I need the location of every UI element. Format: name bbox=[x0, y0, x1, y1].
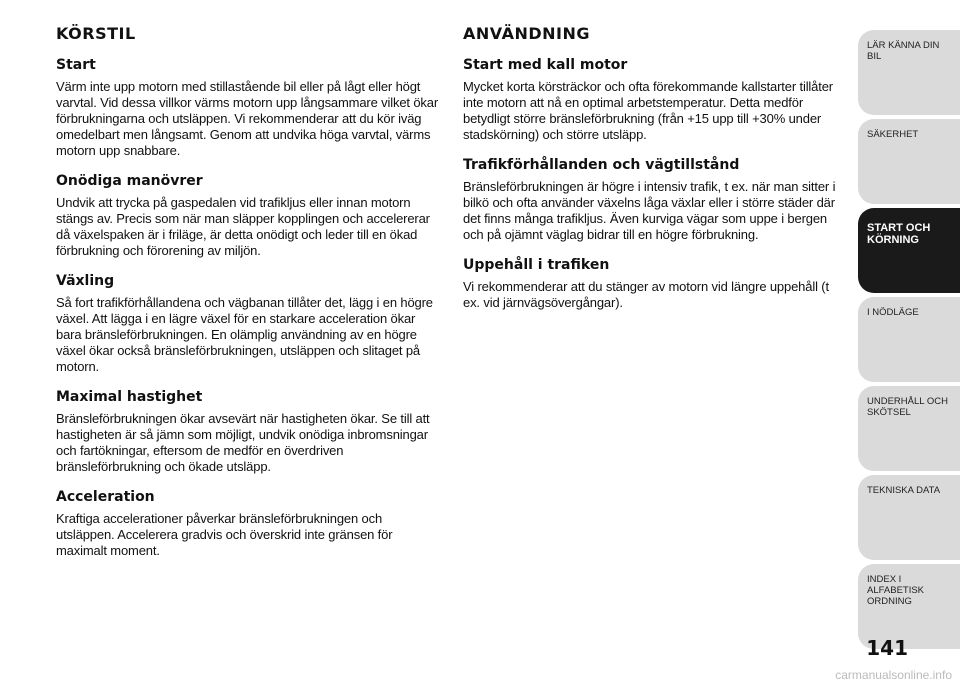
paragraph-maximal-hastighet: Bränsleförbrukningen ökar avsevärt när hastigheten ökar. Se till att hastigheten är så jämn som möjligt, undvik onödiga inbromsningar och fartökningar, eftersom de medför en överdriven bränsleförbrukning och ökade utsläpp. bbox=[56, 411, 430, 474]
left-column bbox=[56, 20, 440, 573]
heading-vaxling: Växling bbox=[56, 273, 115, 289]
paragraph-acceleration: Kraftiga accelerationer påverkar bränsleförbrukningen och utsläppen. Accelerera gradvis och överskrid inte gränsen för maximalt moment. bbox=[56, 511, 393, 558]
paragraph-vaxling: Så fort trafikförhållandena och vägbanan tillåter det, lägg i en högre växel. Att lägga i en lägre växel för en starkare acceleration ökar bara bränsleförbrukningen. En olämplig användning av en högre växel ökar också bränsleförbrukningen, utsläppen och slitaget på motorn. bbox=[56, 295, 433, 374]
heading-uppehall: Uppehåll i trafiken bbox=[463, 257, 610, 273]
paragraph-trafikforhallanden: Bränsleförbrukningen är högre i intensiv trafik, t ex. när man sitter i bilkö och ofta använder växelns låga växlar eller i större städer där det finns många trafikljus. Även kurviga vägar som uppe i bergen och på ojämnt väglag bidrar till en högre förbrukning. bbox=[463, 179, 836, 242]
heading-acceleration: Acceleration bbox=[56, 489, 155, 505]
tab-sakerhet[interactable]: SÄKERHET bbox=[858, 119, 960, 204]
block-start-kall-motor bbox=[463, 57, 848, 143]
heading-start-kall-motor: Start med kall motor bbox=[463, 57, 628, 73]
tab-tekniska-data[interactable]: TEKNISKA DATA bbox=[858, 475, 960, 560]
tab-i-nodlage[interactable]: I NÖDLÄGE bbox=[858, 297, 960, 382]
right-column bbox=[463, 20, 848, 325]
watermark-text: carmanualsonline.info bbox=[835, 668, 952, 682]
heading-start: Start bbox=[56, 57, 96, 73]
heading-maximal-hastighet: Maximal hastighet bbox=[56, 389, 203, 405]
tab-start-och-korning[interactable]: START OCH KÖRNING bbox=[858, 208, 960, 293]
tab-lar-kanna-din-bil[interactable]: LÄR KÄNNA DIN BIL bbox=[858, 30, 960, 115]
paragraph-uppehall: Vi rekommenderar att du stänger av motorn vid längre uppehåll (t ex. vid järnvägsövergångar). bbox=[463, 279, 829, 310]
tab-underhall-och-skotsel[interactable]: UNDERHÅLL OCH SKÖTSEL bbox=[858, 386, 960, 471]
paragraph-start: Värm inte upp motorn med stillastående bil eller på lågt eller högt varvtal. Vid dessa villkor värms motorn upp långsammare vilket ökar förbrukningarna och utsläppen. Vi rekommenderar att du kör iväg omedelbart men långsamt. Genom att undvika höga varvtal, värms motorn upp snabbare. bbox=[56, 79, 439, 158]
block-trafikforhallanden bbox=[463, 157, 848, 243]
tab-index[interactable]: INDEX I ALFABETISK ORDNING bbox=[858, 564, 960, 649]
chapter-tabs bbox=[858, 30, 960, 653]
heading-onodiga-manovrer: Onödiga manövrer bbox=[56, 173, 203, 189]
paragraph-onodiga-manovrer: Undvik att trycka på gaspedalen vid trafikljus eller innan motorn stängs av. Precis som när man släpper kopplingen och accelererar då växelspaken är i friläge, är detta onödigt och leder till en ökad förbrukning och förorening av miljön. bbox=[56, 195, 430, 258]
page-number: 141 bbox=[866, 636, 908, 660]
block-start bbox=[56, 57, 440, 159]
block-onodiga-manovrer bbox=[56, 173, 440, 259]
block-maximal-hastighet bbox=[56, 389, 440, 475]
section-title-anvandning: ANVÄNDNING bbox=[463, 24, 590, 43]
heading-trafikforhallanden: Trafikförhållanden och vägtillstånd bbox=[463, 157, 740, 173]
block-vaxling bbox=[56, 273, 440, 375]
paragraph-start-kall-motor: Mycket korta körsträckor och ofta förekommande kallstarter tillåter inte motorn att nå en optimal arbetstemperatur. Detta medför betydligt större bränsleförbrukning (från +15 upp till +30% under stadskörning) och större utsläpp. bbox=[463, 79, 833, 142]
block-uppehall bbox=[463, 257, 848, 311]
block-acceleration bbox=[56, 489, 440, 559]
section-title-korstil: KÖRSTIL bbox=[56, 24, 136, 43]
